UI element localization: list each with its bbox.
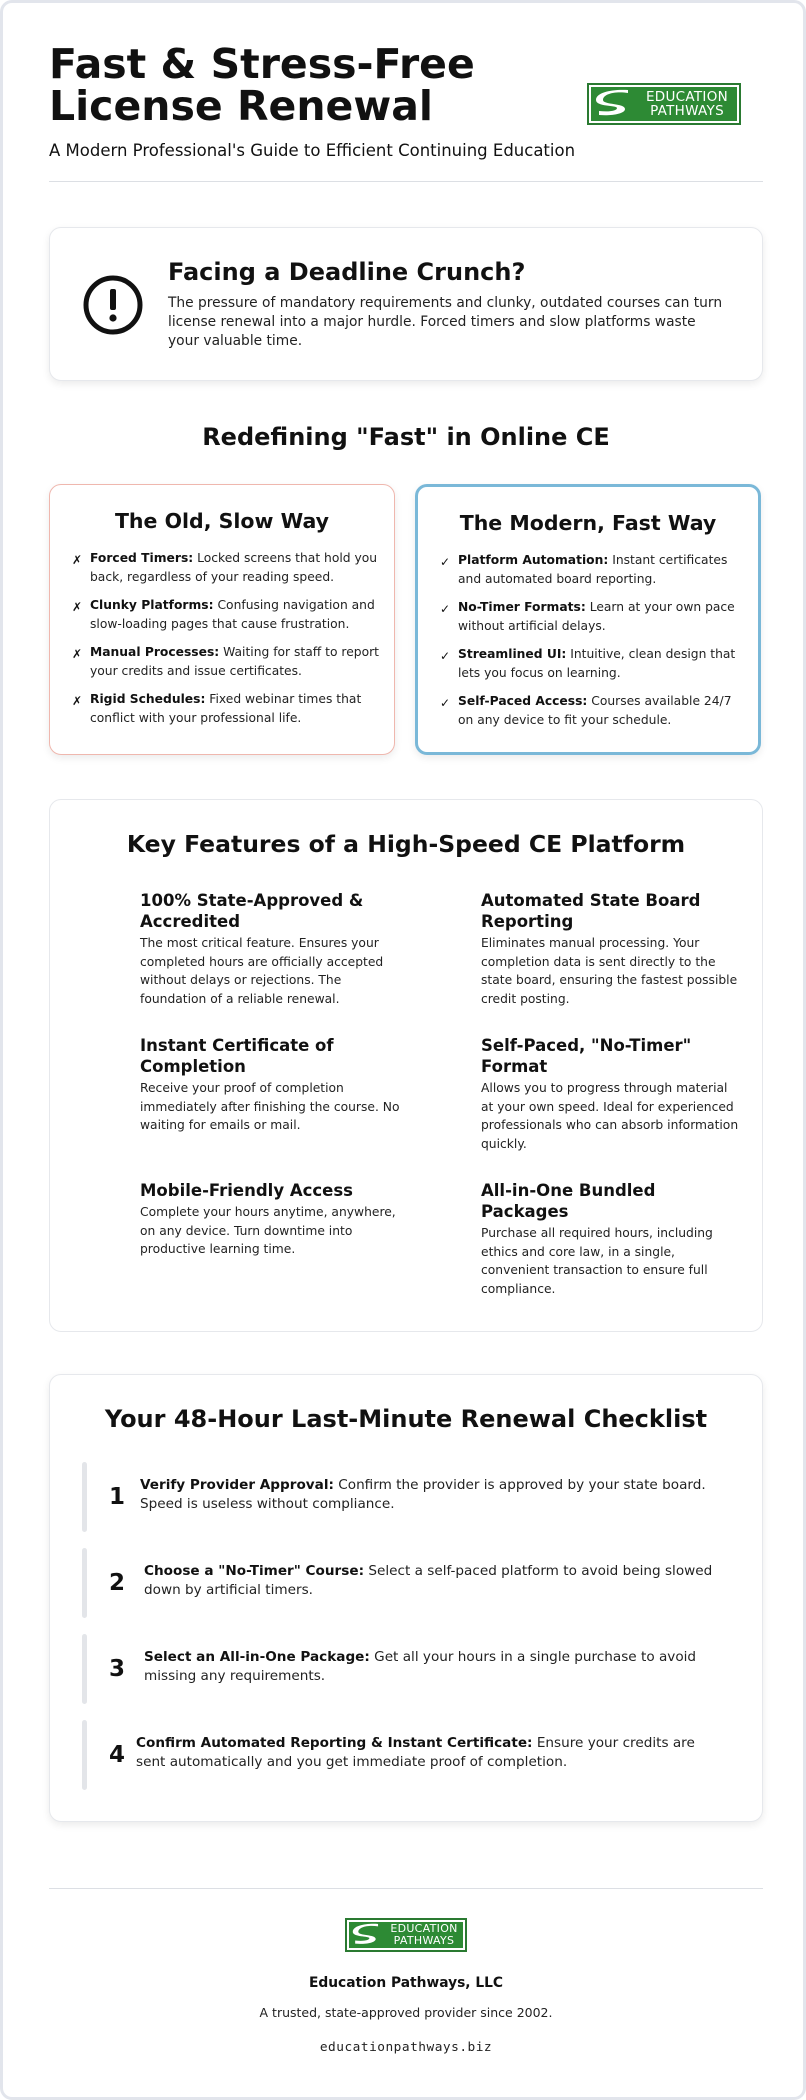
feature-text: Eliminates manual processing. Your completion data is sent directly to the state board, ensuring the fastest possible credit posting. (481, 936, 738, 1007)
feature-text: The most critical feature. Ensures your completed hours are officially accepted without delays or rejections. The foundation of a reliable renewal. (140, 936, 384, 1007)
alert-title: Facing a Deadline Crunch? (168, 258, 526, 286)
feature-item (481, 890, 741, 1009)
logo-text-line2: PATHWAYS (650, 103, 724, 119)
x-mark-icon: ✗ (72, 600, 83, 614)
step-text: Confirm Automated Reporting & Instant Certificate: Ensure your credits are sent automatically and you get immediate proof of completion. (136, 1735, 695, 1770)
feature-item (481, 1180, 741, 1299)
footer-logo (345, 1918, 467, 1952)
step-accent-bar (82, 1720, 87, 1790)
key-features-card (49, 799, 763, 1332)
list-item: ✗ Rigid Schedules: Fixed webinar times that conflict with your professional life. (72, 692, 362, 725)
old-way-card (49, 484, 395, 755)
list-item: ✓ Self-Paced Access: Courses available 24/7 on any device to fit your schedule. (440, 694, 732, 727)
check-mark-icon: ✓ (440, 555, 451, 569)
list-item: ✗ Forced Timers: Locked screens that hold you back, regardless of your reading speed. (72, 551, 378, 584)
education-pathways-logo (587, 83, 741, 125)
comparison-title: Redefining "Fast" in Online CE (202, 423, 610, 451)
deadline-alert-card (49, 227, 763, 381)
checklist-step (82, 1548, 722, 1618)
features-title: Key Features of a High-Speed CE Platform (126, 830, 686, 858)
footer-company-name: Education Pathways, LLC (308, 1975, 504, 1991)
feature-title: Automated State Board Reporting (481, 891, 701, 931)
modern-way-card (415, 484, 761, 755)
check-mark-icon: ✓ (440, 649, 451, 663)
feature-item (140, 1035, 400, 1135)
feature-item (481, 1035, 743, 1154)
footer-divider (49, 1888, 763, 1889)
list-item: ✗ Clunky Platforms: Confusing navigation and slow-loading pages that cause frustration. (72, 598, 375, 631)
step-number: 3 (108, 1656, 125, 1682)
list-item: ✓ No-Timer Formats: Learn at your own pace without artificial delays. (440, 600, 735, 633)
x-mark-icon: ✗ (72, 647, 83, 661)
renewal-checklist-card (49, 1374, 763, 1822)
page-title: Fast & Stress-Free License Renewal (49, 40, 475, 130)
exclamation-circle-icon (82, 274, 144, 336)
step-number: 4 (108, 1742, 125, 1768)
modern-way-list (438, 551, 748, 739)
checklist-title: Your 48-Hour Last-Minute Renewal Checklist (104, 1405, 708, 1433)
logo-text-line1: EDUCATION (390, 1922, 458, 1936)
step-text: Choose a "No-Timer" Course: Select a self-paced platform to avoid being slowed down by artificial timers. (144, 1563, 713, 1598)
footer-tagline: A trusted, state-approved provider since 2002. (259, 2005, 553, 2020)
x-mark-icon: ✗ (72, 694, 83, 708)
feature-text: Complete your hours anytime, anywhere, on any device. Turn downtime into productive learning time. (140, 1205, 396, 1257)
feature-text: Purchase all required hours, including ethics and core law, in a single, convenient transaction to ensure full compliance. (481, 1226, 713, 1297)
feature-text: Allows you to progress through material at your own speed. Ideal for experienced professionals who can absorb information quickly. (481, 1081, 739, 1152)
feature-item (140, 890, 400, 1009)
feature-title: Self-Paced, "No-Timer" Format (481, 1036, 692, 1076)
list-item: ✓ Platform Automation: Instant certificates and automated board reporting. (440, 553, 728, 586)
old-way-list (70, 549, 380, 737)
feature-title: Instant Certificate of Completion (140, 1036, 334, 1076)
feature-title: All-in-One Bundled Packages (481, 1181, 656, 1221)
step-accent-bar (82, 1548, 87, 1618)
step-accent-bar (82, 1462, 87, 1532)
modern-way-title: The Modern, Fast Way (459, 511, 717, 535)
footer-website-link[interactable]: educationpathways.biz (319, 2040, 493, 2055)
feature-title: 100% State-Approved & Accredited (140, 891, 364, 931)
list-item: ✓ Streamlined UI: Intuitive, clean design that lets you focus on learning. (440, 647, 736, 680)
page-subtitle: A Modern Professional's Guide to Efficient Continuing Education (49, 141, 576, 160)
pathway-logo-icon (349, 1923, 385, 1947)
header-divider (49, 181, 763, 182)
x-mark-icon: ✗ (72, 553, 83, 567)
step-text: Verify Provider Approval: Confirm the provider is approved by your state board. Speed is useless without compliance. (140, 1477, 706, 1512)
step-accent-bar (82, 1634, 87, 1704)
checklist-step (82, 1720, 722, 1790)
checklist-step (82, 1634, 722, 1704)
alert-text: The pressure of mandatory requirements and clunky, outdated courses can turn license renewal into a major hurdle. Forced timers and slow platforms waste your valuable time. (168, 295, 723, 349)
old-way-title: The Old, Slow Way (114, 509, 330, 533)
logo-text-line1: EDUCATION (645, 88, 729, 105)
step-number: 1 (108, 1484, 125, 1510)
feature-item (140, 1180, 406, 1259)
check-mark-icon: ✓ (440, 602, 451, 616)
feature-text: Receive your proof of completion immediately after finishing the course. No waiting for emails or mail. (140, 1081, 400, 1133)
check-mark-icon: ✓ (440, 696, 451, 710)
pathway-logo-icon (591, 89, 637, 119)
checklist-step (82, 1462, 722, 1532)
list-item: ✗ Manual Processes: Waiting for staff to report your credits and issue certificates. (72, 645, 379, 678)
logo-text-line2: PATHWAYS (393, 1934, 455, 1947)
step-text: Select an All-in-One Package: Get all your hours in a single purchase to avoid missing any requirements. (144, 1649, 697, 1684)
step-number: 2 (108, 1570, 125, 1596)
feature-title: Mobile-Friendly Access (140, 1181, 353, 1200)
